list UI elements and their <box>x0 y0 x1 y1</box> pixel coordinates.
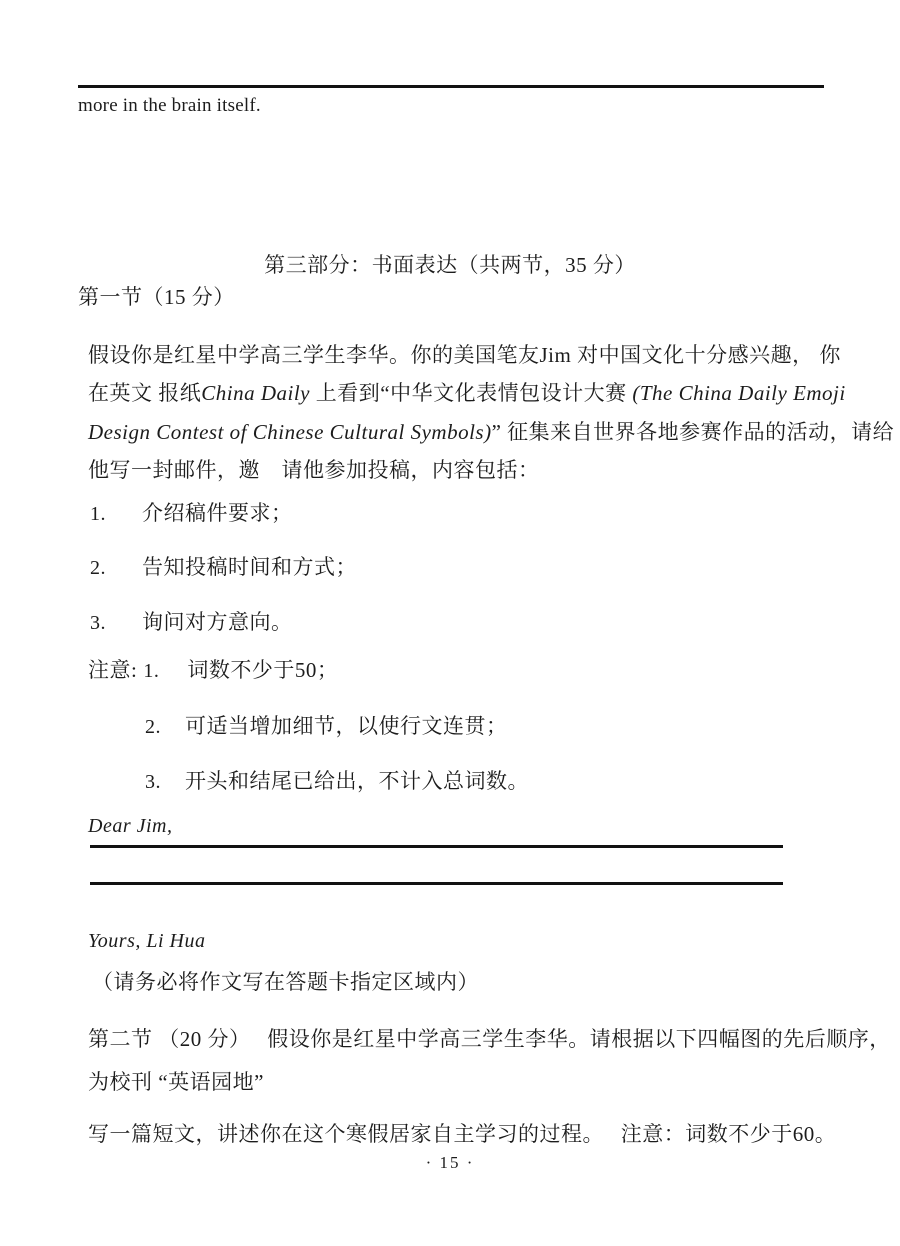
content-item-2 <box>90 551 357 581</box>
section1-intro-line-4 <box>88 454 540 484</box>
content-item-2-number: 2. <box>90 557 106 579</box>
content-item-1-text: 介绍稿件要求； <box>142 501 293 525</box>
section2-line-1: 第二节 （20 分） 假设你是红星中学高三学生李华。请根据以下四幅图的先后顺序， <box>88 1027 891 1051</box>
intro-line2-newspaper-name: China Daily <box>201 381 310 405</box>
section2-line-2: 为校刊 “英语园地” <box>88 1070 264 1094</box>
section1-intro-line-3 <box>88 416 894 446</box>
note-3-text: 开头和结尾已给出，不计入总词数。 <box>185 769 529 793</box>
notes-row-3 <box>145 765 529 795</box>
letter-closing: Yours, Li Hua <box>88 930 206 952</box>
note-2-text: 可适当增加细节，以使行文连贯； <box>185 714 508 738</box>
section2-line-3: 写一篇短文，讲述你在这个寒假居家自主学习的过程。 注意：词数不少于60。 <box>88 1122 837 1146</box>
previous-passage-last-line: more in the brain itself. <box>78 95 261 116</box>
answer-writing-line-2 <box>90 882 783 885</box>
intro-line1-text: 假设你是红星中学高三学生李华。你的美国笔友Jim 对中国文化十分感兴趣， 你 <box>88 343 841 367</box>
content-item-1-number: 1. <box>90 503 106 525</box>
note-1-number: 1. <box>143 660 160 682</box>
intro-line2-contest-name-en: (The China Daily Emoji <box>632 381 846 405</box>
note-1-text: 词数不少于50； <box>187 658 339 682</box>
intro-line2-text-b: 上看到“中华文化表情包设计大赛 <box>310 381 633 405</box>
intro-line4-text: 他写一封邮件，邀 请他参加投稿，内容包括： <box>88 458 540 482</box>
notes-row-2 <box>145 710 508 740</box>
intro-line3-text: ” 征集来自世界各地参赛作品的活动，请给 <box>491 420 895 444</box>
note-2-number: 2. <box>145 716 161 738</box>
top-divider-rule <box>78 85 824 88</box>
letter-salutation: Dear Jim, <box>88 815 173 837</box>
content-item-2-text: 告知投稿时间和方式； <box>142 555 357 579</box>
part3-heading: 第三部分：书面表达（共两节，35 分） <box>264 253 636 277</box>
intro-line3-contest-name-en: Design Contest of Chinese Cultural Symbols) <box>88 420 492 444</box>
section1-heading: 第一节（15 分） <box>78 285 235 309</box>
section1-intro-line-2 <box>88 377 846 407</box>
intro-line2-text: 在英文 报纸 <box>88 381 202 405</box>
page-number: · 15 · <box>425 1153 475 1172</box>
note-3-number: 3. <box>145 771 161 793</box>
content-item-1 <box>90 497 293 527</box>
notes-label: 注意: <box>88 658 138 682</box>
section1-intro-line-1 <box>88 339 841 369</box>
content-item-3 <box>90 606 293 636</box>
answer-sheet-notice: （请务必将作文写在答题卡指定区域内） <box>92 970 479 994</box>
content-item-3-number: 3. <box>90 612 106 634</box>
answer-writing-line-1 <box>90 845 783 848</box>
content-item-3-text: 询问对方意向。 <box>142 610 293 634</box>
notes-row-1 <box>88 654 338 684</box>
